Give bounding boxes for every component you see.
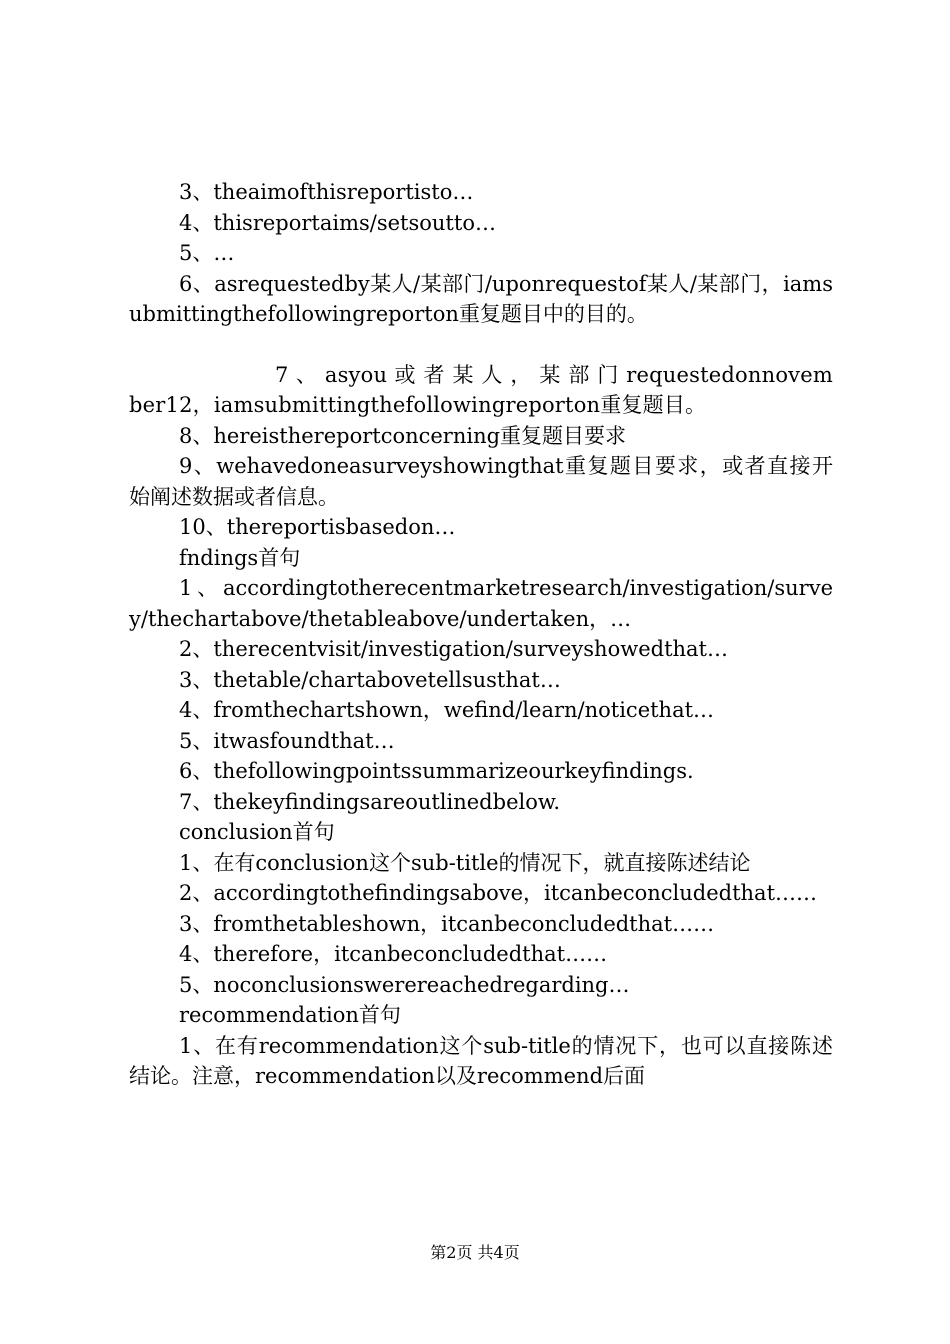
paragraph-findings-1: 1、accordingtotherecentmarketresearch/investigation/survey/thechartabove/thetableabove/undertaken，…: [129, 576, 833, 631]
section-heading-conclusion: conclusion首句: [179, 820, 335, 844]
paragraph-conclusion-5: 5、noconclusionswerereachedregarding…: [179, 972, 630, 997]
paragraph-findings-3: 3、thetable/chartabovetellsusthat…: [179, 667, 561, 692]
paragraph-findings-2: 2、therecentvisit/investigation/surveyshowedthat…: [179, 637, 728, 661]
paragraph-intro-8: 8、hereisthereportconcerning重复题目要求: [179, 423, 627, 448]
paragraph-findings-5: 5、itwasfoundthat…: [179, 728, 395, 753]
paragraph-conclusion-1: 1、在有conclusion这个sub-title的情况下，就直接陈述结论: [179, 850, 751, 875]
paragraph-findings-4: 4、fromthechartshown，wefind/learn/noticethat…: [179, 698, 715, 722]
document-body: [129, 177, 833, 1092]
paragraph-intro-10: 10、thereportisbasedon…: [179, 515, 456, 539]
paragraph-intro-6: 6、asrequestedby某人/某部门/uponrequestof某人/某部门，iamsubmittingthefollowingreporton重复题目中的目的。: [129, 271, 833, 326]
paragraph-findings-6: 6、thefollowingpointssummarizeourkeyfindings.: [179, 759, 694, 783]
section-heading-recommendation: recommendation首句: [179, 1003, 401, 1027]
paragraph-conclusion-2: 2、accordingtothefindingsabove，itcanbeconcludedthat……: [179, 881, 818, 905]
page-footer: 第2页 共4页: [430, 1243, 520, 1262]
paragraph-intro-5: 5、…: [179, 241, 235, 265]
paragraph-conclusion-4: 4、therefore，itcanbeconcludedthat……: [179, 942, 608, 966]
paragraph-intro-7: 7 、 asyou 或 者 某 人 ， 某 部 门 requestedonnovember12，iamsubmittingthefollowingreporton重复题目。: [129, 362, 833, 417]
paragraph-findings-7: 7、thekeyfindingsareoutlinedbelow.: [179, 789, 561, 814]
paragraph-intro-4: 4、thisreportaims/setsoutto…: [179, 210, 496, 235]
paragraph-intro-9: 9、wehavedoneasurveyshowingthat重复题目要求，或者直接开始阐述数据或者信息。: [129, 454, 833, 509]
paragraph-intro-3: 3、theaimofthisreportisto…: [179, 180, 474, 204]
section-heading-findings: fndings首句: [179, 545, 301, 570]
paragraph-conclusion-3: 3、fromthetableshown，itcanbeconcludedthat……: [179, 911, 715, 936]
paragraph-recommendation-1: 1、在有recommendation这个sub-title的情况下，也可以直接陈述结论。注意，recommendation以及recommend后面: [129, 1033, 833, 1088]
